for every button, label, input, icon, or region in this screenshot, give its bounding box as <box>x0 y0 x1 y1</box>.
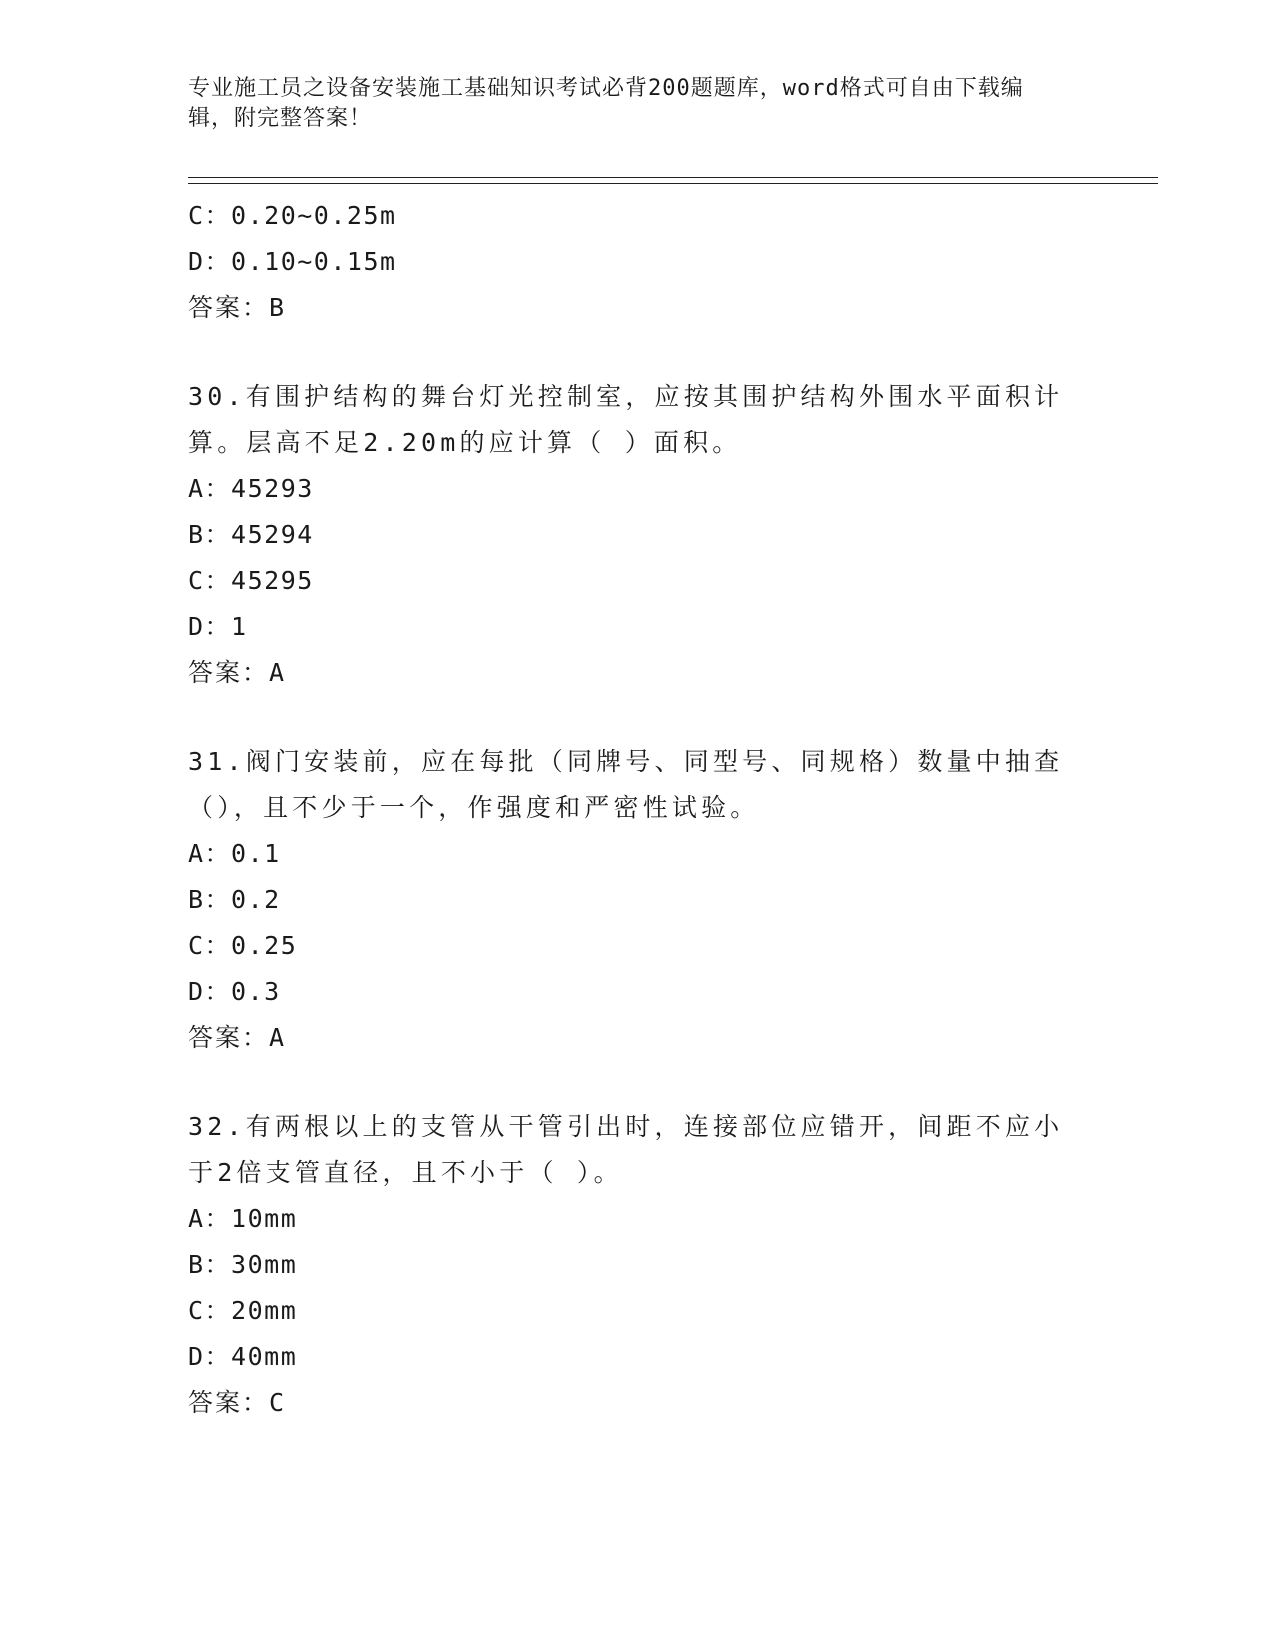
option-b: B：30mm <box>188 1250 298 1279</box>
option-c: C：45295 <box>188 566 314 595</box>
answer-label: 答案：A <box>188 1023 287 1052</box>
document-header: 专业施工员之设备安装施工基础知识考试必背200题题库，word格式可自由下载编辑，附完整答案！ <box>188 76 1024 131</box>
answer-label: 答案：C <box>188 1388 287 1417</box>
answer-label: 答案：A <box>188 658 287 687</box>
spacer <box>188 1061 1088 1104</box>
option-b: B：45294 <box>188 520 314 549</box>
question-block-30 <box>188 374 1088 696</box>
question-block-prev <box>188 193 1088 331</box>
option-c: C：0.20~0.25m <box>188 201 397 230</box>
header-divider-top <box>188 177 1158 178</box>
header-divider-bottom <box>188 183 1158 184</box>
question-list <box>188 193 1088 1426</box>
option-d: D：1 <box>188 612 248 641</box>
option-d: D：0.10~0.15m <box>188 247 397 276</box>
option-d: D：40mm <box>188 1342 298 1371</box>
option-b: B：0.2 <box>188 885 281 914</box>
answer-label: 答案：B <box>188 293 287 322</box>
spacer <box>188 696 1088 739</box>
option-d: D：0.3 <box>188 977 281 1006</box>
spacer <box>188 331 1088 374</box>
question-block-31 <box>188 739 1088 1061</box>
question-text: 30.有围护结构的舞台灯光控制室，应按其围护结构外围水平面积计算。层高不足2.20m的应计算（ ）面积。 <box>188 382 1064 457</box>
question-text: 31.阀门安装前，应在每批（同牌号、同型号、同规格）数量中抽查（），且不少于一个，作强度和严密性试验。 <box>188 747 1064 822</box>
option-a: A：0.1 <box>188 839 281 868</box>
option-c: C：20mm <box>188 1296 298 1325</box>
question-text: 32.有两根以上的支管从干管引出时，连接部位应错开，间距不应小于2倍支管直径，且不小于（ ）。 <box>188 1112 1064 1187</box>
option-c: C：0.25 <box>188 931 298 960</box>
option-a: A：45293 <box>188 474 314 503</box>
option-a: A：10mm <box>188 1204 298 1233</box>
question-block-32 <box>188 1104 1088 1426</box>
